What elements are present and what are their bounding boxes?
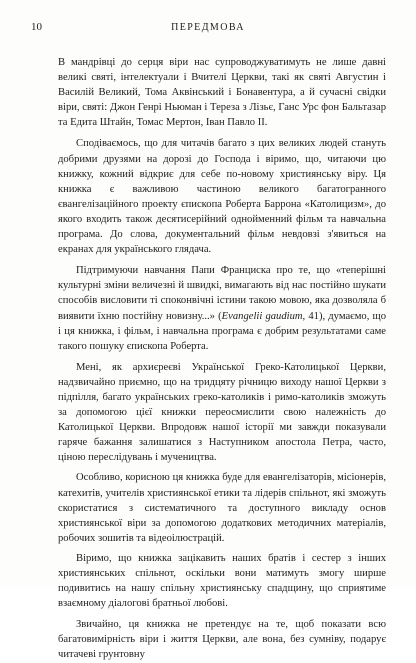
paragraph-3-text-after: , 41), думаємо, що і ця книжка, і фільм, і навчальна програма є добрим результатами саме такого пошуку єпископа Роберта.: [58, 310, 386, 352]
paragraph-1: В мандрівці до серця віри нас супроводжуватимуть не лише давні великі святі, інтелектуали і Вчителі Церкви, такі як святі Августин і Василій Великий, Тома Аквінський і Бонавентура, а й сучасні свідки віри, святі: Джон Генрі Ньюман і Тереза з Лізьє, Ганс Урс фон Бальтазар та Едита Штайн, Томас Мертон, Іван Павло II.: [58, 57, 386, 129]
citation-evangelii-gaudium: Evangelii gaudium: [221, 310, 303, 322]
paragraph-4: Мені, як архиєреєві Української Греко-Католицької Церкви, надзвичайно приємно, що на тридцяту річницю виходу нашої Церкви з підпілля, багато українських греко-католиків і римо-католиків зможуть за допомогою цієї книжки переосмислити свою належність до Католицької Церкви. Впродовж нашої історії ми завжди показували гаряче бажання залишатися з Наступником апостола Петра, часто, ціною переслідувань і мучеництва.: [58, 361, 386, 464]
paragraph-6: Віримо, що книжка зацікавить наших братів і сестер з інших християнських спільнот, оскільки вони матимуть змогу ширше подивитись на нашу спільну християнську спадщину, що сприятиме взаємному діалогові братньої любові.: [58, 552, 386, 610]
page-body: [58, 55, 386, 663]
running-head: ПЕРЕДМОВА: [171, 22, 245, 33]
page-number: 10: [31, 21, 42, 33]
paragraph-3-text-before: Підтримуючи навчання Папи Франциска про те, що «теперішні культурні зміни величезні й швидкі, вимагають від нас постійно шукати способів висловити ті споконвічні істини такою мовою, яка дозволяла б виявити їхню постійну новизну...» (: [58, 265, 386, 322]
paragraph-2: Сподіваємось, що для читачів багато з цих великих людей стануть добрими друзями на дорозі до Господа і віримо, що, читаючи цю книжку, кожний відкриє для себе по-новому християнську віру. Ця книжка є важливою частиною великого багатогранного євангелізаційного проекту єпископа Роберта Баррона «Католицизм», до якого входить також десятисерійний однойменний фільм та навчальна програма. До слова, документальний фільм невдовзі з'явиться на екранах для українського глядача.: [58, 138, 386, 256]
paragraph-7: Звичайно, ця книжка не претендує на те, щоб показати всю багатовимірність віри і життя Церкви, але вона, без сумніву, подарує читачеві грунтовну: [58, 619, 386, 661]
paragraph-3: [58, 263, 386, 354]
paragraph-5: Особливо, корисною ця книжка буде для евангелізаторів, місіонерів, катехитів, учителів християнської етики та лідерів спільнот, які зможуть скористатися з систематичного та доступного викладу основ християнської віри за допомогою додаткових методичних матеріалів, робочих зошитів та відеоілюстрацій.: [58, 472, 386, 544]
